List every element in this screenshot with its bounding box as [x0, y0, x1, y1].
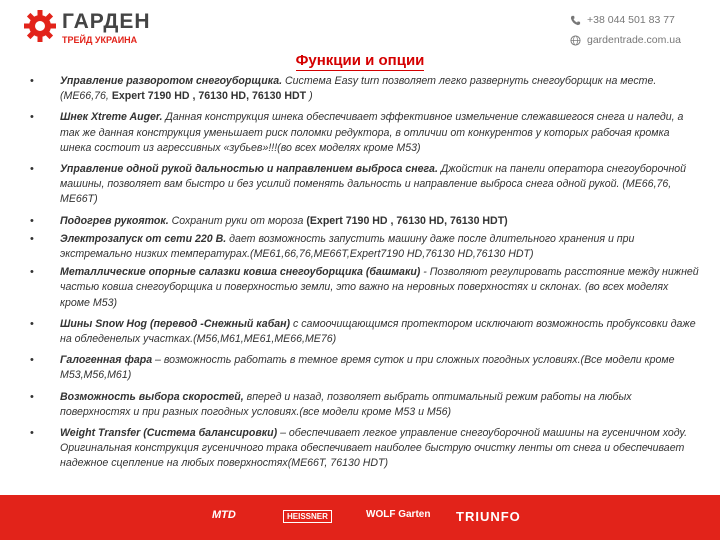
brand-logo-wolf-garten: WOLF Garten [366, 509, 431, 520]
bullet-icon: • [30, 427, 34, 440]
item-text: Джойстик на панели оператора снегоуборочной машины, позволяет вам быстро и без усилий поменять дальность и направление выброса снега одной рукой. (ME66,76, ME66T) [60, 163, 687, 206]
bullet-icon: • [30, 317, 34, 330]
list-item [30, 426, 700, 472]
item-heading: Управление разворотом снегоуборщика. [60, 75, 283, 87]
gear-logo-icon [22, 8, 58, 44]
bullet-icon: • [30, 232, 34, 245]
item-heading: Возможность выбора скоростей, [60, 390, 244, 403]
website-row [570, 30, 690, 50]
item-models: (Expert 7190 HD , 76130 HD, 76130 HDT) [306, 214, 508, 227]
item-heading: Электрозапуск от сети 220 В. [60, 232, 227, 245]
features-list [30, 74, 700, 472]
page-title-text: Функции и опции [295, 52, 425, 69]
item-heading: Подогрев рукояток. [60, 214, 169, 227]
list-item [30, 214, 700, 229]
brand-logo-mtd: MTD [212, 509, 236, 521]
bullet-icon: • [30, 266, 34, 279]
phone-row [570, 10, 690, 30]
bullet-icon: • [30, 111, 34, 124]
item-heading: Шнек Xtreme Auger. [60, 111, 163, 124]
item-text: Система Easy turn позволяет легко развернуть снегоуборщик на месте.(ME66,76, [60, 75, 657, 103]
item-heading: Галогенная фара [60, 354, 153, 367]
list-item [30, 353, 700, 383]
logo-title: ГАРДЕН [62, 10, 151, 33]
brand-logo-heissner: HEISSNER [283, 510, 332, 523]
item-heading: Управление одной рукой дальностью и направлением выброса снега. [60, 163, 438, 176]
item-heading: Металлические опорные салазки ковша снегоуборщика (башмаки) [60, 266, 421, 279]
item-text: вперед и назад, позволяет выбрать оптимальный режим работы на любых поверхностях и при разных погодных условиях.(все модели кроме M53 и M56) [60, 390, 632, 418]
item-text: – возможность работать в темное время суток и при сложных погодных условиях.(Все модели кроме M53,M56,M61) [60, 354, 675, 382]
logo-subtitle: ТРЕЙД УКРАИНА [62, 35, 138, 45]
bullet-icon: • [30, 390, 34, 403]
bullet-icon: • [30, 214, 34, 227]
phone-number[interactable]: +38 044 501 83 77 [587, 14, 675, 26]
list-item [30, 74, 700, 104]
item-text: Сохранит руки от мороза [168, 214, 307, 227]
list-item [30, 110, 700, 156]
item-text: - Позволяют регулировать расстояние между нижней частью ковша снегоуборщика и поверхностью земли, это важно на неровных поверхностях и склонах. (во всех моделях кроме M53) [60, 266, 699, 309]
list-item [30, 390, 700, 420]
item-heading: Weight Transfer (Система балансировки) [60, 427, 278, 440]
list-item [30, 265, 700, 311]
item-tail: ) [306, 90, 313, 103]
contacts [570, 10, 690, 50]
list-item [30, 162, 700, 208]
page-title [0, 52, 720, 69]
item-text: дает возможность запустить машину даже после длительного хранения и при экстремально низких температурах.(ME61,66,76,ME66T,Expert7190 HD,76130 HD,76130 HDT) [60, 232, 635, 261]
list-item [30, 232, 700, 262]
footer-brand-bar [0, 495, 720, 540]
item-text: – обеспечивает легкое управление снегоуборочной машины на гусеничном ходу. Оригинальная конструкция гусеничного трака обеспечивает наиболее быструю очистку ленты от снега и обеспечивает надежное сцепление на любых поверхностях(ME66T, 76130 HDT) [60, 427, 688, 470]
bullet-icon: • [30, 163, 34, 176]
bullet-icon: • [30, 75, 34, 87]
item-text: Данная конструкция шнека обеспечивает эффективное измельчение слежавшегося снега и наледи, а так же данная конструкция уменьшает риск поломки редуктора, в отличии от конкурентов у которых рабочая кромка шнека состоит из агрессивных «зубьев»!!!(во всех моделях кроме M53) [60, 111, 684, 154]
company-logo [22, 8, 151, 45]
list-item [30, 317, 700, 347]
globe-icon [570, 35, 581, 46]
website-link[interactable]: gardentrade.com.ua [587, 34, 681, 46]
item-heading: Шины Snow Hog (перевод -Снежный кабан) [60, 317, 291, 330]
bullet-icon: • [30, 354, 34, 367]
brand-logo-triunfo: TRIUNFO [456, 509, 521, 524]
phone-icon [570, 15, 581, 26]
item-text: с самоочищающимся протектором исключают возможность пробуксовки даже на обледенелых участках.(M56,M61,ME61,ME66,ME76) [60, 317, 696, 346]
item-models: Expert 7190 HD , 76130 HD, 76130 HDT [111, 90, 307, 103]
